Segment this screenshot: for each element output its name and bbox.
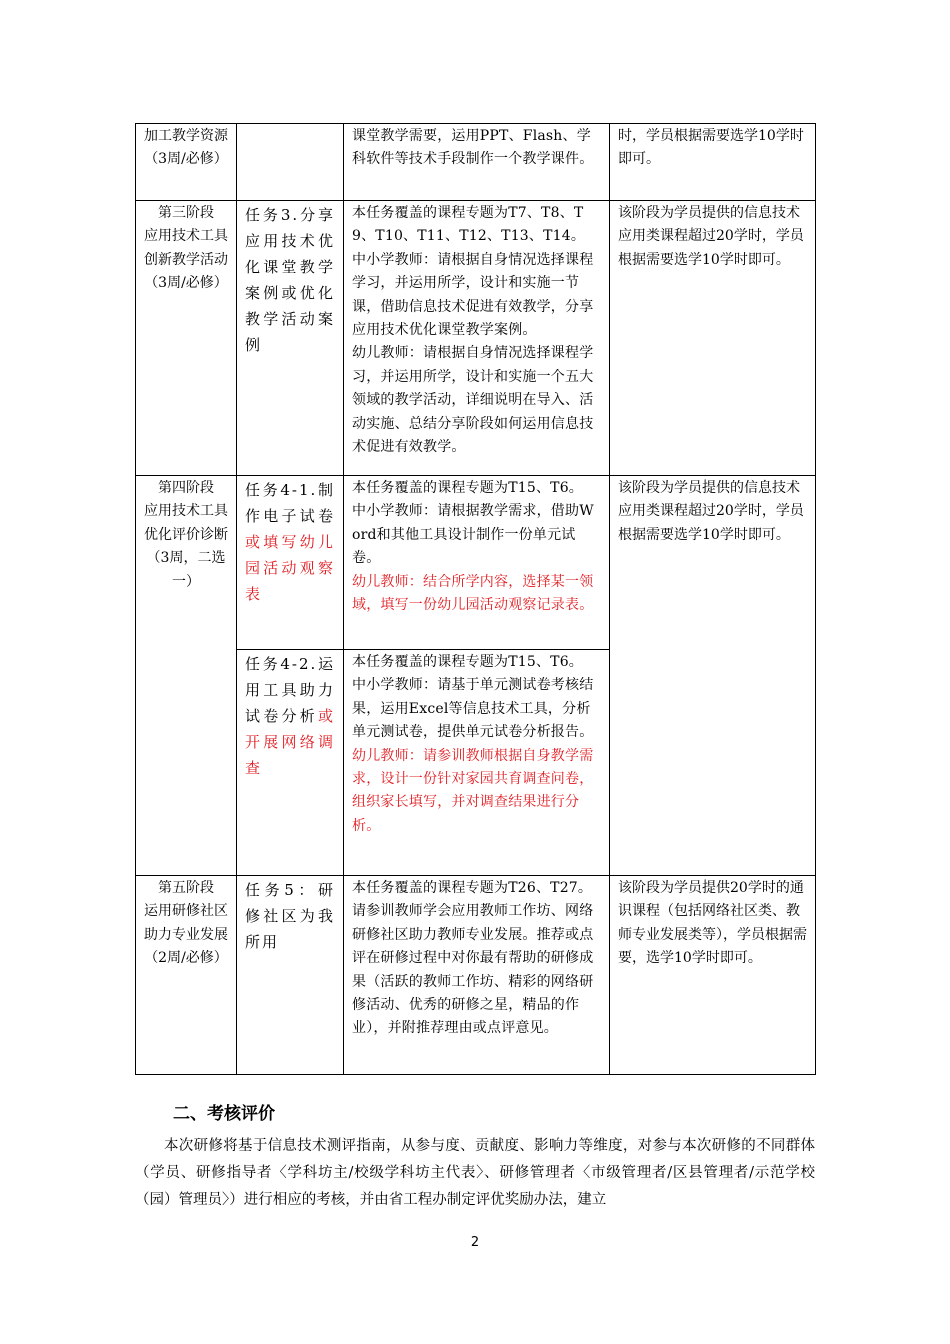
note-text: 时，学员根据需要选学10学时即可。 [618, 128, 804, 168]
course-schedule-table [135, 123, 816, 1075]
description-paragraph: 本任务覆盖的课程专题为T15、T6。 [352, 654, 583, 670]
note-text: 该阶段为学员提供的信息技术应用类课程超过20学时，学员根据需要选学10学时即可。 [618, 205, 804, 268]
task-text: 任务5：研修社区为我所用 [245, 881, 335, 951]
stage-text: 第四阶段 应用技术工具优化评价诊断（3周，二选一） [144, 480, 228, 590]
table-row [136, 876, 816, 1075]
description-paragraph: 中小学教师：请根据教学需求，借助Word和其他工具设计制作一份单元试卷。 [352, 503, 594, 567]
page-number: 2 [470, 1235, 480, 1250]
note-text: 该阶段为学员提供的信息技术应用类课程超过20学时，学员根据需要选学10学时即可。 [618, 480, 804, 543]
stage-cell [136, 876, 237, 1075]
task-cell [237, 876, 344, 1075]
task-text: 任务4-2.运用工具助力试卷分析 [245, 655, 335, 725]
description-paragraph: 本任务覆盖的课程专题为T15、T6。 [352, 480, 583, 496]
description-cell [344, 124, 610, 201]
description-paragraph: 本任务覆盖的课程专题为T26、T27。 [352, 880, 593, 896]
task-cell [237, 124, 344, 201]
note-text: 该阶段为学员提供20学时的通识课程（包括网络社区类、教师专业发展类等），学员根据需要，选学10学时即可。 [618, 880, 807, 967]
stage-cell [136, 201, 237, 476]
table-row [136, 124, 816, 201]
description-paragraph: 幼儿教师：请根据自身情况选择课程学习，并运用所学，设计和实施一个五大领域的教学活动，详细说明在导入、活动实施、总结分享阶段如何运用信息技术促进有效教学。 [352, 345, 594, 456]
description-cell [344, 201, 610, 476]
description-paragraph: 中小学教师：请基于单元测试卷考核结果，运用Excel等信息技术工具，分析单元测试卷，提供单元试卷分析报告。 [352, 677, 594, 741]
task-text-highlight: 或填写幼儿园活动观察表 [245, 533, 335, 603]
stage-text: 第三阶段 应用技术工具创新教学活动（3周/必修） [144, 205, 228, 292]
task-cell [237, 650, 344, 876]
stage-text: 第五阶段 运用研修社区助力专业发展（2周/必修） [144, 880, 228, 967]
description-paragraph-highlight: 幼儿教师：结合所学内容，选择某一领域，填写一份幼儿园活动观察记录表。 [352, 573, 594, 614]
task-cell [237, 201, 344, 476]
table-row [136, 201, 816, 476]
task-text: 任务3.分享应用技术优化课堂教学案例或优化教学活动案例 [245, 206, 335, 354]
section-heading: 二、考核评价 [173, 1104, 275, 1124]
task-text-highlight: 或开展网络调查 [245, 707, 335, 777]
task-cell [237, 476, 344, 650]
stage-text: 加工教学资源 （3周/必修） [144, 128, 228, 168]
table-row [136, 476, 816, 650]
description-cell [344, 650, 610, 876]
description-paragraph: 本任务覆盖的课程专题为T7、T8、T9、T10、T11、T12、T13、T14。 [352, 205, 586, 245]
description-cell [344, 876, 610, 1075]
description-paragraph: 请参训教师学会应用教师工作坊、网络研修社区助力教师专业发展。推荐或点评在研修过程中对你最有帮助的研修成果（活跃的教师工作坊、精彩的网络研修活动、优秀的研修之星，精品的作业），并附推荐理由或点评意见。 [352, 903, 594, 1037]
body-paragraph: 本次研修将基于信息技术测评指南，从参与度、贡献度、影响力等维度，对参与本次研修的不同群体（学员、研修指导者〈学科坊主/校级学科坊主代表〉、研修管理者〈市级管理者/区县管理者/示范学校（园）管理员〉）进行相应的考核，并由省工程办制定评优奖励办法，建立 [135, 1138, 815, 1208]
task-text: 任务4-1.制作电子试卷 [245, 481, 335, 525]
note-cell [610, 124, 816, 201]
description-cell [344, 476, 610, 650]
stage-cell [136, 124, 237, 201]
note-cell [610, 201, 816, 476]
note-cell [610, 476, 816, 876]
description-paragraph: 中小学教师：请根据自身情况选择课程学习，并运用所学，设计和实施一节课，借助信息技术促进有效教学，分享应用技术优化课堂教学案例。 [352, 251, 594, 339]
stage-cell [136, 476, 237, 876]
description-text: 课堂教学需要，运用PPT、Flash、学科软件等技术手段制作一个教学课件。 [352, 128, 594, 168]
note-cell [610, 876, 816, 1075]
description-paragraph-highlight: 幼儿教师：请参训教师根据自身教学需求，设计一份针对家园共育调查问卷，组织家长填写，并对调查结果进行分析。 [352, 747, 594, 834]
